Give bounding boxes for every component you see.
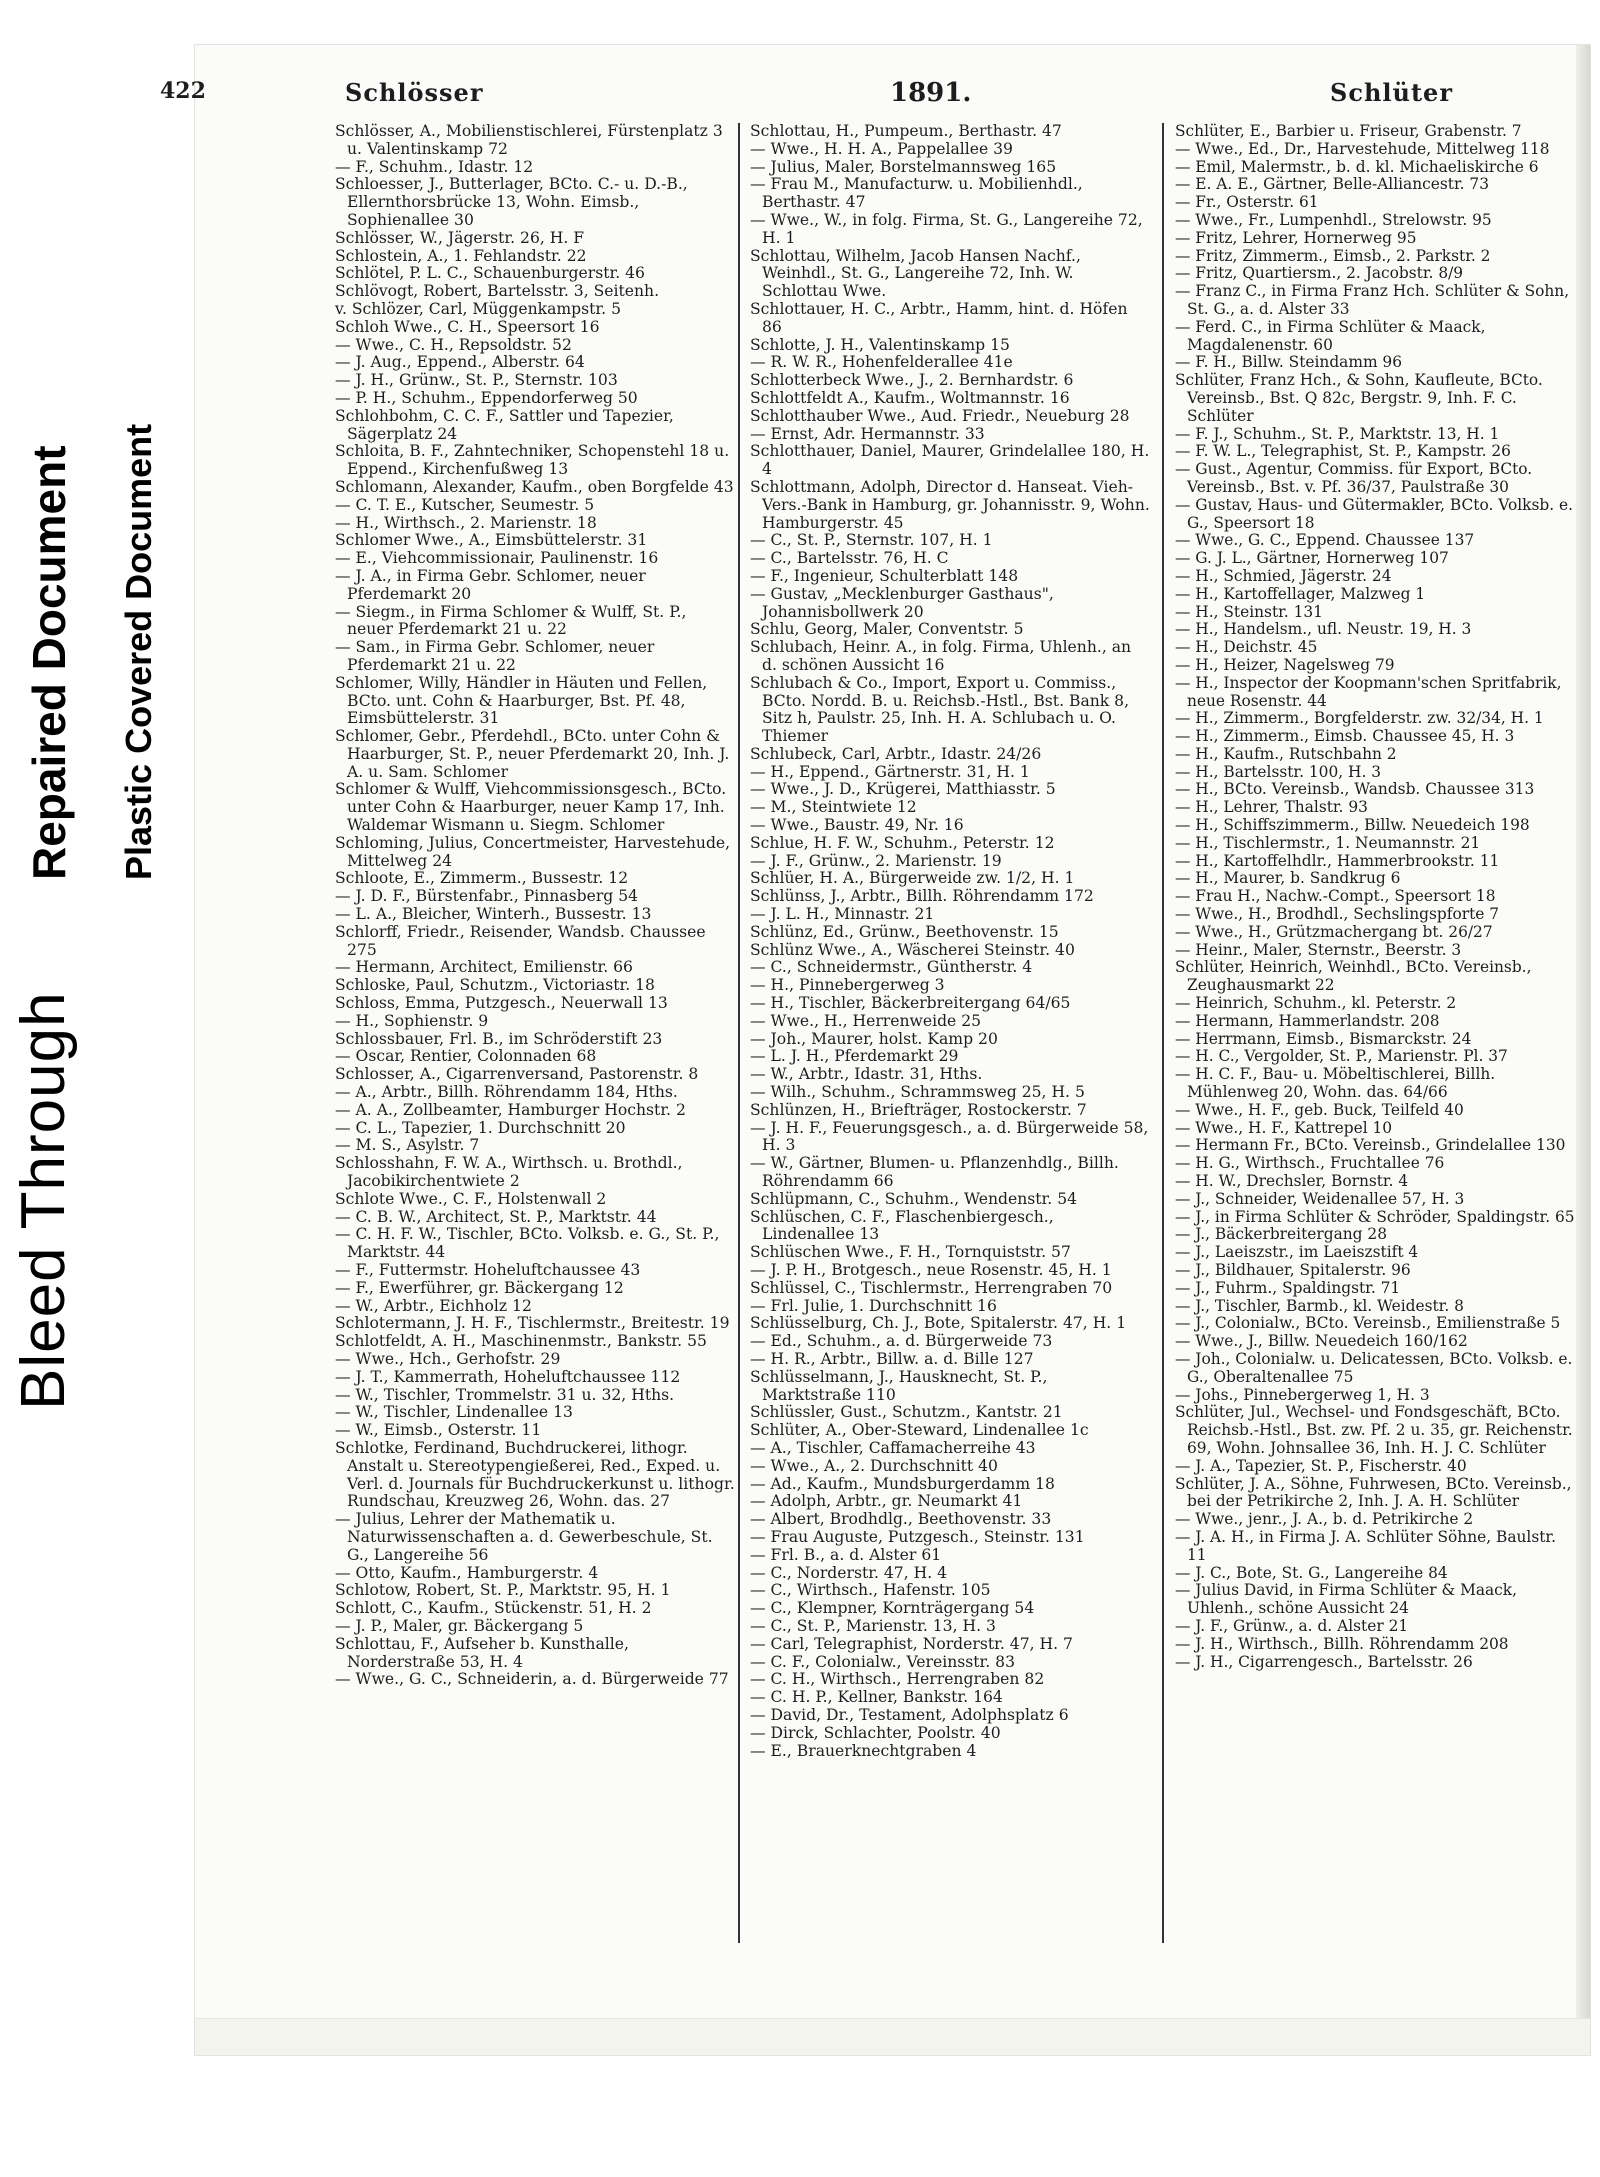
directory-entry: — Julius, Lehrer der Mathematik u. Naturwissenschaften a. d. Gewerbeschule, St. G., Langereihe 56 [335,1510,713,1564]
directory-entry: — C. H., Wirthsch., Herrengraben 82 [750,1670,1045,1689]
directory-entry: — C., Klempner, Kornträgergang 54 [750,1599,1035,1618]
directory-entry: — H. G., Wirthsch., Fruchtallee 76 [1175,1154,1445,1173]
directory-entry: — J., Tischler, Barmb., kl. Weidestr. 8 [1175,1296,1464,1315]
directory-entry: — David, Dr., Testament, Adolphsplatz 6 [750,1705,1069,1724]
directory-entry: Schlüsselburg, Ch. J., Bote, Spitalerstr. 47, H. 1 [750,1314,1127,1333]
directory-entry: Schlüter, Franz Hch., & Sohn, Kaufleute, BCto. Vereinsb., Bst. Q 82c, Bergstr. 9, Inh. F. C. Schlüter [1175,371,1543,425]
directory-entry: — H., Eppend., Gärtnerstr. 31, H. 1 [750,762,1030,781]
directory-entry: — H., Sophienstr. 9 [335,1011,489,1030]
directory-entry: Schlohbohm, C. C. F., Sattler und Tapezier, Sägerplatz 24 [335,406,674,443]
directory-entry: Schlottauer, H. C., Arbtr., Hamm, hint. d. Höfen 86 [750,299,1128,336]
directory-entry: — J. P. H., Brotgesch., neue Rosenstr. 45, H. 1 [750,1261,1112,1279]
plastic-covered-label: Plastic Covered Document [118,423,159,880]
directory-entry: Schlüpmann, C., Schuhm., Wendenstr. 54 [750,1189,1078,1208]
directory-entry: — C., Bartelsstr. 76, H. C [750,549,949,568]
directory-entry: Schloss, Emma, Putzgesch., Neuerwall 13 [335,994,668,1013]
bleed-through-label: Bleed Through [9,991,78,1410]
directory-entry: Schlosser, A., Cigarrenversand, Pastorenstr. 8 [335,1065,699,1084]
directory-entry: — H., Handelsm., ufl. Neustr. 19, H. 3 [1175,620,1472,639]
directory-entry: Schlotthauer, Daniel, Maurer, Grindelallee 180, H. 4 [750,442,1150,479]
directory-entry: — A., Arbtr., Billh. Röhrendamm 184, Hths. [335,1083,678,1102]
directory-entry: — C. H. P., Kellner, Bankstr. 164 [750,1688,1003,1707]
directory-entry: Schlösser, W., Jägerstr. 26, H. F [335,228,585,247]
directory-entry: — Wwe., J. D., Krügerei, Matthiasstr. 5 [750,780,1056,799]
directory-entry: — J. A., Tapezier, St. P., Fischerstr. 40 [1175,1456,1467,1475]
directory-entry: — C., St. P., Sternstr. 107, H. 1 [750,531,993,550]
directory-entry: — J. H., Cigarrengesch., Bartelsstr. 26 [1175,1652,1473,1671]
directory-entry: — Joh., Colonialw. u. Delicatessen, BCto. Volksb. e. G., Oberaltenallee 75 [1175,1349,1573,1386]
directory-entry: — Hermann, Hammerlandstr. 208 [1175,1011,1440,1030]
directory-entry: — J. P., Maler, gr. Bäckergang 5 [335,1616,584,1635]
directory-entry: Schlünz Wwe., A., Wäscherei Steinstr. 40 [750,940,1075,959]
directory-entry: — F., Ingenieur, Schulterblatt 148 [750,566,1019,585]
directory-entry: Schloesser, J., Butterlager, BCto. C.- u. D.-B., Ellernthorsbrücke 13, Wohn. Eimsb., Sophienallee 30 [335,175,688,229]
directory-entry: Schlomer, Willy, Händler in Häuten und Fellen, BCto. unt. Cohn & Haarburger, Bst. Pf. 48, Eimsbüttelerstr. 31 [335,673,708,728]
directory-entry: Schlüter, J. A., Söhne, Fuhrwesen, BCto. Vereinsb., bei der Petrikirche 2, Inh. J. A. H. Schlüter [1175,1474,1572,1511]
directory-entry: Schlubach, Heinr. A., in folg. Firma, Uhlenh., an d. schönen Aussicht 16 [750,638,1132,674]
directory-entry: — W., Arbtr., Eichholz 12 [335,1296,532,1315]
directory-entry: — H. C. F., Bau- u. Möbeltischlerei, Billh. Mühlenweg 20, Wohn. das. 64/66 [1175,1065,1496,1102]
directory-entry: — Ernst, Adr. Hermannstr. 33 [750,424,985,443]
directory-entry: — F., Futtermstr. Hoheluftchaussee 43 [335,1261,641,1279]
directory-entry: — Fritz, Lehrer, Hornerweg 95 [1175,228,1417,247]
directory-entry: Schlottfeldt A., Kaufm., Woltmannstr. 16 [750,388,1070,407]
directory-entry: — H., Bartelsstr. 100, H. 3 [1175,762,1382,781]
directory-entry: — J. Aug., Eppend., Alberstr. 64 [335,353,585,372]
directory-entry: Schlüter, A., Ober-Steward, Lindenallee 1c [750,1421,1089,1440]
directory-entry: Schlott, C., Kaufm., Stückenstr. 51, H. 2 [335,1599,652,1618]
directory-entry: — Fritz, Quartiersm., 2. Jacobstr. 8/9 [1175,264,1464,283]
directory-entry: — H., Tischlermstr., 1. Neumannstr. 21 [1175,833,1481,852]
directory-entry: Schloita, B. F., Zahntechniker, Schopenstehl 18 u. Eppend., Kirchenfußweg 13 [335,442,730,479]
directory-entry: — J. L. H., Minnastr. 21 [750,905,935,924]
directory-entry: — J., Bäckerbreitergang 28 [1175,1225,1387,1244]
directory-entry: — F. W. L., Telegraphist, St. P., Kampstr. 26 [1175,442,1511,461]
directory-entry: — Siegm., in Firma Schlomer & Wulff, St. P., neuer Pferdemarkt 21 u. 22 [335,602,687,639]
directory-entry: — Carl, Telegraphist, Norderstr. 47, H. 7 [750,1634,1073,1653]
directory-entry: — Frau M., Manufacturw. u. Mobilienhdl., Berthastr. 47 [750,175,1083,212]
directory-entry: — H., Zimmerm., Eimsb. Chaussee 45, H. 3 [1175,727,1515,746]
directory-entry: Schlotfeldt, A. H., Maschinenmstr., Bankstr. 55 [335,1332,707,1351]
directory-entry: Schlottau, Wilhelm, Jacob Hansen Nachf., Weinhdl., St. G., Langereihe 72, Inh. W. Schlottau Wwe. [750,246,1081,301]
directory-entry: — J. H. F., Feuerungsgesch., a. d. Bürgerweide 58, H. 3 [750,1118,1149,1155]
directory-entry: — Ferd. C., in Firma Schlüter & Maack, Magdalenenstr. 60 [1175,317,1486,354]
directory-entry: Schlostein, A., 1. Fehlandstr. 22 [335,246,587,265]
directory-entry: — J. H., Grünw., St. P., Sternstr. 103 [335,371,618,390]
page-number: 422 [160,78,206,104]
directory-entry: Schlünz, Ed., Grünw., Beethovenstr. 15 [750,922,1059,941]
directory-entry: Schloske, Paul, Schutzm., Victoriastr. 18 [335,976,655,995]
directory-entry: — Wwe., G. C., Schneiderin, a. d. Bürgerweide 77 [335,1670,729,1689]
directory-entry: — Emil, Malermstr., b. d. kl. Michaeliskirche 6 [1175,157,1539,176]
directory-entry: — Albert, Brodhdlg., Beethovenstr. 33 [750,1510,1052,1529]
directory-entry: — H., Kartoffellager, Malzweg 1 [1175,584,1426,603]
directory-entry: Schlubach & Co., Import, Export u. Commiss., BCto. Nordd. B. u. Reichsb.-Hstl., Bst. Bank 8, Sitz h, Paulstr. 25, Inh. H. A. Schlubach u. O. Thiemer [750,673,1130,746]
directory-entry: — Hermann, Architect, Emilienstr. 66 [335,958,633,977]
directory-entry: — Heinrich, Schuhm., kl. Peterstr. 2 [1175,994,1457,1013]
directory-entry: Schlotterbeck Wwe., J., 2. Bernhardstr. 6 [750,371,1074,390]
directory-entry: — Ed., Schuhm., a. d. Bürgerweide 73 [750,1332,1053,1351]
directory-entry: — Frau H., Nachw.-Compt., Speersort 18 [1175,887,1496,906]
directory-entry: Schlu, Georg, Maler, Conventstr. 5 [750,620,1024,639]
directory-entry: — Wwe., Hch., Gerhofstr. 29 [335,1349,561,1368]
directory-entry: — Julius David, in Firma Schlüter & Maack, Uhlenh., schöne Aussicht 24 [1175,1581,1518,1618]
directory-entry: — J., Laeiszstr., im Laeiszstift 4 [1175,1243,1419,1262]
directory-entry: — H., Schmied, Jägerstr. 24 [1175,566,1392,585]
directory-entry: Schlotow, Robert, St. P., Marktstr. 95, H. 1 [335,1581,671,1600]
page-edge [1576,45,1590,2055]
directory-entry: Schlüssler, Gust., Schutzm., Kantstr. 21 [750,1403,1063,1422]
directory-entry: Schlüschen Wwe., F. H., Tornquiststr. 57 [750,1243,1071,1262]
directory-entry: — J. C., Bote, St. G., Langereihe 84 [1175,1563,1448,1582]
directory-entry: — H., Maurer, b. Sandkrug 6 [1175,869,1401,888]
directory-entry: — F., Ewerführer, gr. Bäckergang 12 [335,1278,624,1297]
directory-entry: — E., Brauerknechtgraben 4 [750,1741,977,1760]
directory-entry: — Gust., Agentur, Commiss. für Export, BCto. Vereinsb., Bst. v. Pf. 36/37, Paulstraße 30 [1175,460,1533,496]
directory-entry: — Franz C., in Firma Franz Hch. Schlüter & Sohn, St. G., a. d. Alster 33 [1175,282,1570,318]
directory-entry: — Wwe., A., 2. Durchschnitt 40 [750,1456,998,1475]
directory-entry: — M. S., Asylstr. 7 [335,1136,480,1155]
directory-entry: — C. T. E., Kutscher, Seumestr. 5 [335,495,595,514]
directory-entry: — Heinr., Maler, Sternstr., Beerstr. 3 [1175,940,1462,959]
directory-entry: — H. C., Vergolder, St. P., Marienstr. Pl. 37 [1175,1047,1508,1066]
directory-entry: — Joh., Maurer, holst. Kamp 20 [750,1029,998,1048]
directory-entry: — C., Schneidermstr., Güntherstr. 4 [750,958,1033,977]
directory-entry: — Oscar, Rentier, Colonnaden 68 [335,1047,597,1066]
year-heading: 1891. [890,78,972,108]
directory-entry: — Wwe., Baustr. 49, Nr. 16 [750,816,964,835]
directory-entry: — Wwe., H. F., geb. Buck, Teilfeld 40 [1175,1100,1464,1119]
directory-entry: — P. H., Schuhm., Eppendorferweg 50 [335,388,638,407]
directory-entry: — E. A. E., Gärtner, Belle-Alliancestr. 73 [1175,175,1489,194]
directory-entry: Schlomer, Gebr., Pferdehdl., BCto. unter Cohn & Haarburger, St. P., neuer Pferdemarkt 20, Inh. J. A. u. Sam. Schlomer [335,727,730,781]
directory-entry: — L. A., Bleicher, Winterh., Bussestr. 13 [335,905,652,924]
directory-entry: Schlomann, Alexander, Kaufm., oben Borgfelde 43 [335,477,734,496]
directory-entry: Schlünzen, H., Briefträger, Rostockerstr. 7 [750,1100,1087,1119]
directory-entry: — J. F., Grünw., a. d. Alster 21 [1175,1616,1409,1635]
directory-entry: — H., Heizer, Nagelsweg 79 [1175,655,1395,674]
directory-entry: — A., Tischler, Caffamacherreihe 43 [750,1438,1036,1457]
directory-entry: — Adolph, Arbtr., gr. Neumarkt 41 [750,1492,1023,1511]
directory-entry: Schlotte, J. H., Valentinskamp 15 [750,335,1010,354]
directory-entry: — Wwe., H., Herrenweide 25 [750,1011,982,1030]
directory-entry: — Julius, Maler, Borstelmannsweg 165 [750,157,1057,176]
directory-column-2 [750,123,1150,1760]
directory-entry: — G. J. L., Gärtner, Hornerweg 107 [1175,549,1449,568]
directory-entry: — H., Kaufm., Rutschbahn 2 [1175,744,1397,763]
directory-entry: Schlosshahn, F. W. A., Wirthsch. u. Brothdl., Jacobikirchentwiete 2 [335,1154,683,1191]
directory-entry: — H., Inspector der Koopmann'schen Spritfabrik, neue Rosenstr. 44 [1175,673,1562,710]
right-running-title: Schlüter [1330,78,1453,107]
directory-entry: — Otto, Kaufm., Hamburgerstr. 4 [335,1563,599,1582]
directory-entry: Schlüter, Heinrich, Weinhdl., BCto. Vereinsb., Zeughausmarkt 22 [1175,958,1532,995]
directory-entry: — J., in Firma Schlüter & Schröder, Spaldingstr. 65 [1175,1207,1575,1226]
directory-entry: Schlüsselmann, J., Hausknecht, St. P., Marktstraße 110 [750,1367,1048,1404]
directory-entry: Schlottau, F., Aufseher b. Kunsthalle, Norderstraße 53, H. 4 [335,1634,629,1671]
directory-entry: — F. H., Billw. Steindamm 96 [1175,353,1403,372]
directory-entry: — Wwe., H., Brodhdl., Sechslingspforte 7 [1175,905,1500,924]
directory-entry: — H., BCto. Vereinsb., Wandsb. Chaussee 313 [1175,780,1535,799]
directory-entry: — Wwe., J., Billw. Neuedeich 160/162 [1175,1332,1468,1351]
directory-entry: — L. J. H., Pferdemarkt 29 [750,1047,959,1066]
column-divider [1162,123,1164,1943]
directory-entry: — C., Norderstr. 47, H. 4 [750,1563,948,1582]
directory-entry: Schlubeck, Carl, Arbtr., Idastr. 24/26 [750,744,1042,763]
directory-entry: — W., Eimsb., Osterstr. 11 [335,1421,542,1440]
directory-entry: — Ad., Kaufm., Mundsburgerdamm 18 [750,1474,1055,1493]
directory-entry: — C. F., Colonialw., Vereinsstr. 83 [750,1652,1016,1671]
directory-entry: — J., Schneider, Weidenallee 57, H. 3 [1175,1189,1465,1208]
directory-entry: Schlüer, H. A., Bürgerweide zw. 1/2, H. 1 [750,869,1075,888]
directory-entry: Schlue, H. F. W., Schuhm., Peterstr. 12 [750,833,1055,852]
directory-entry: — W., Arbtr., Idastr. 31, Hths. [750,1065,983,1084]
directory-entry: — H. W., Drechsler, Bornstr. 4 [1175,1172,1409,1191]
directory-entry: — H., Wirthsch., 2. Marienstr. 18 [335,513,597,532]
directory-entry: — Wwe., H. H. A., Pappelallee 39 [750,139,1013,158]
directory-entry: — J., Bildhauer, Spitalerstr. 96 [1175,1261,1411,1279]
directory-entry: — H., Schiffszimmerm., Billw. Neuedeich 198 [1175,816,1530,835]
side-labels [0,0,195,2177]
directory-entry: — J., Fuhrm., Spaldingstr. 71 [1175,1278,1401,1297]
directory-entry: — Wwe., Ed., Dr., Harvestehude, Mittelweg 118 [1175,139,1550,158]
directory-entry: — H., Deichstr. 45 [1175,638,1318,657]
directory-entry: — H., Pinnebergerweg 3 [750,976,945,995]
directory-entry: — Wwe., G. C., Eppend. Chaussee 137 [1175,531,1475,550]
directory-entry: Schlottau, H., Pumpeum., Berthastr. 47 [750,122,1062,140]
directory-entry: — Hermann Fr., BCto. Vereinsb., Grindelallee 130 [1175,1136,1566,1155]
directory-entry: Schlövogt, Robert, Bartelsstr. 3, Seitenh. [335,282,660,301]
directory-entry: — J. A., in Firma Gebr. Schlomer, neuer Pferdemarkt 20 [335,566,646,603]
directory-entry: — H., Kartoffelhdlr., Hammerbrookstr. 11 [1175,851,1500,870]
directory-entry: Schlottmann, Adolph, Director d. Hanseat. Vieh-Vers.-Bank in Hamburg, gr. Johannisstr. 9, Wohn. Hamburgerstr. 45 [750,477,1150,532]
directory-entry: — Fritz, Zimmerm., Eimsb., 2. Parkstr. 2 [1175,246,1491,265]
directory-entry: Schlüter, Jul., Wechsel- und Fondsgeschäft, BCto. Reichsb.-Hstl., Bst. zw. Pf. 2 u. 35, gr. Reichenstr. 69, Wohn. Johnsallee 36, Inh. H. J. C. Schlüter [1175,1403,1573,1457]
directory-entry: — Wilh., Schuhm., Schrammsweg 25, H. 5 [750,1083,1085,1102]
directory-entry: Schlossbauer, Frl. B., im Schröderstift 23 [335,1029,663,1048]
directory-entry: — A. A., Zollbeamter, Hamburger Hochstr. 2 [335,1100,686,1119]
directory-entry: — H., Zimmerm., Borgfelderstr. zw. 32/34, H. 1 [1175,709,1544,728]
directory-entry: Schlomer & Wulff, Viehcommissionsgesch., BCto. unter Cohn & Haarburger, neuer Kamp 17, Inh. Waldemar Wismann u. Siegm. Schlomer [335,780,727,835]
directory-entry: — J., Colonialw., BCto. Vereinsb., Emilienstraße 5 [1175,1314,1561,1333]
directory-entry: — Frau Auguste, Putzgesch., Steinstr. 131 [750,1527,1085,1546]
directory-entry: — Wwe., W., in folg. Firma, St. G., Langereihe 72, H. 1 [750,210,1143,247]
directory-entry: — C., Wirthsch., Hafenstr. 105 [750,1581,991,1600]
directory-entry: — Gustav, Haus- und Gütermakler, BCto. Volksb. e. G., Speersort 18 [1175,495,1573,532]
directory-entry: Schlünss, J., Arbtr., Billh. Röhrendamm 172 [750,887,1094,906]
directory-entry: — Dirck, Schlachter, Poolstr. 40 [750,1723,1001,1742]
directory-entry: — W., Tischler, Trommelstr. 31 u. 32, Hths. [335,1385,675,1404]
directory-entry: Schlorff, Friedr., Reisender, Wandsb. Chaussee 275 [335,922,706,959]
directory-entry: — H., Steinstr. 131 [1175,602,1323,621]
left-running-title: Schlösser [345,78,484,107]
directory-entry: Schlotthauber Wwe., Aud. Friedr., Neueburg 28 [750,406,1130,425]
column-divider [738,123,740,1943]
directory-entry: — C. B. W., Architect, St. P., Marktstr. 44 [335,1207,657,1226]
directory-entry: — E., Viehcommissionair, Paulinenstr. 16 [335,549,659,568]
directory-entry: Schlote Wwe., C. F., Holstenwall 2 [335,1189,607,1208]
directory-entry: — Herrmann, Eimsb., Bismarckstr. 24 [1175,1029,1472,1048]
directory-entry: Schloming, Julius, Concertmeister, Harvestehude, Mittelweg 24 [335,833,731,870]
directory-column-1 [335,123,735,1689]
directory-entry: — H. R., Arbtr., Billw. a. d. Bille 127 [750,1349,1034,1368]
directory-entry: — J. H., Wirthsch., Billh. Röhrendamm 208 [1175,1634,1509,1653]
directory-entry: — H., Lehrer, Thalstr. 93 [1175,798,1368,817]
directory-entry: — Frl. B., a. d. Alster 61 [750,1545,942,1564]
directory-entry: Schlotermann, J. H. F., Tischlermstr., Breitestr. 19 [335,1314,730,1333]
directory-entry: Schlüschen, C. F., Flaschenbiergesch., Lindenallee 13 [750,1207,1054,1244]
directory-entry: — F., Schuhm., Idastr. 12 [335,157,534,176]
directory-entry: — Frl. Julie, 1. Durchschnitt 16 [750,1296,997,1315]
directory-entry: — J. T., Kammerrath, Hoheluftchaussee 112 [335,1367,681,1386]
directory-entry: — Wwe., Fr., Lumpenhdl., Strelowstr. 95 [1175,210,1492,229]
directory-entry: — J. F., Grünw., 2. Marienstr. 19 [750,851,1002,870]
directory-entry: — C., St. P., Marienstr. 13, H. 3 [750,1616,996,1635]
directory-entry: Schloote, E., Zimmerm., Bussestr. 12 [335,869,629,888]
repaired-document-label: Repaired Document [23,445,75,880]
directory-entry: — Wwe., jenr., J. A., b. d. Petrikirche 2 [1175,1510,1474,1529]
directory-entry: — C. L., Tapezier, 1. Durchschnitt 20 [335,1118,626,1137]
directory-entry: Schloh Wwe., C. H., Speersort 16 [335,317,600,336]
directory-entry: — F. J., Schuhm., St. P., Marktstr. 13, H. 1 [1175,424,1500,443]
directory-column-3 [1175,123,1575,1671]
directory-entry: Schlösser, A., Mobilienstischlerei, Fürstenplatz 3 u. Valentinskamp 72 [335,122,723,158]
page-header [160,78,1495,118]
page-bottom-strip [195,2018,1590,2055]
directory-entry: — Gustav, „Mecklenburger Gasthaus", Johannisbollwerk 20 [750,584,1054,621]
directory-entry: — Fr., Osterstr. 61 [1175,193,1319,212]
directory-entry: — Wwe., H., Grützmachergang bt. 26/27 [1175,922,1493,941]
directory-entry: v. Schlözer, Carl, Müggenkampstr. 5 [335,299,621,318]
directory-entry: — Sam., in Firma Gebr. Schlomer, neuer Pferdemarkt 21 u. 22 [335,638,655,674]
directory-entry: — Wwe., C. H., Repsoldstr. 52 [335,335,572,354]
directory-entry: — W., Gärtner, Blumen- u. Pflanzenhdlg., Billh. Röhrendamm 66 [750,1154,1119,1191]
directory-entry: Schlötel, P. L. C., Schauenburgerstr. 46 [335,264,645,283]
directory-entry: — W., Tischler, Lindenallee 13 [335,1403,573,1422]
directory-entry: — R. W. R., Hohenfelderallee 41e [750,353,1013,372]
directory-entry: — Wwe., H. F., Kattrepel 10 [1175,1118,1393,1137]
directory-entry: Schlomer Wwe., A., Eimsbüttelerstr. 31 [335,531,648,550]
directory-entry: Schlüssel, C., Tischlermstr., Herrengraben 70 [750,1278,1113,1297]
directory-entry: — J. D. F., Bürstenfabr., Pinnasberg 54 [335,887,639,906]
directory-entry: — J. A. H., in Firma J. A. Schlüter Söhne, Baulstr. 11 [1175,1527,1556,1564]
directory-entry: — M., Steintwiete 12 [750,798,917,817]
directory-entry: — H., Tischler, Bäckerbreitergang 64/65 [750,994,1071,1013]
directory-entry: Schlüter, E., Barbier u. Friseur, Grabenstr. 7 [1175,122,1522,140]
directory-entry: — C. H. F. W., Tischler, BCto. Volksb. e. G., St. P., Marktstr. 44 [335,1225,720,1262]
directory-entry: — Johs., Pinnebergerweg 1, H. 3 [1175,1385,1430,1404]
directory-entry: Schlotke, Ferdinand, Buchdruckerei, lithogr. Anstalt u. Stereotypengießerei, Red., Exped. u. Verl. d. Journals für Buchdruckerkunst u. lithogr. Rundschau, Kreuzweg 26, Wohn. das. 27 [335,1438,735,1511]
